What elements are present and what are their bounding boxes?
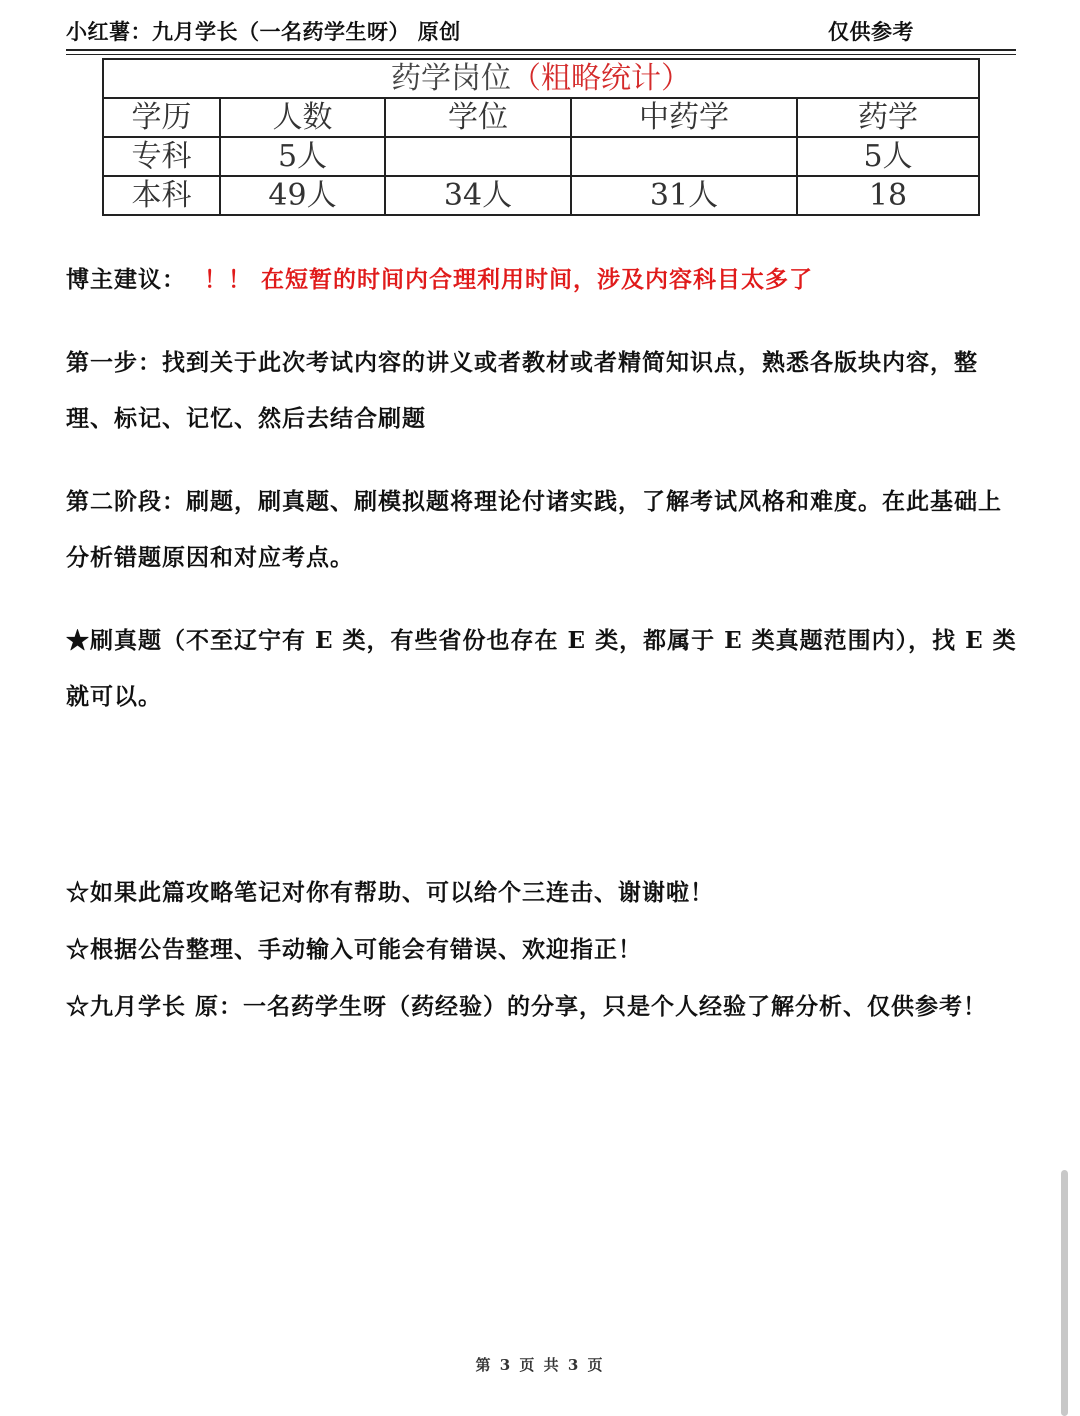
closing-line: ☆根据公告整理、手动输入可能会有错误、欢迎指正！ — [66, 936, 642, 963]
closing-line: ☆九月学长 原：一名药学生呀（药经验）的分享，只是个人经验了解分析、仅供参考！ — [66, 993, 988, 1020]
table-cell — [385, 137, 571, 176]
advice-paragraph — [66, 252, 1018, 308]
table-title-sub: （粗略统计） — [511, 61, 692, 96]
table-row — [103, 176, 979, 215]
table-header-cell: 学位 — [385, 98, 571, 137]
table-cell: 18 — [797, 176, 979, 215]
scrollbar[interactable] — [1061, 1170, 1068, 1416]
table-cell: 34人 — [385, 176, 571, 215]
advice-label: 博主建议： — [66, 266, 186, 293]
header-right-text: 仅供参考 — [828, 20, 914, 44]
table-cell: 5人 — [797, 137, 979, 176]
page-number: 第 3 页 共 3 页 — [475, 1356, 605, 1374]
table-cell: 专科 — [103, 137, 220, 176]
table-cell: 本科 — [103, 176, 220, 215]
header-rule — [66, 49, 1016, 51]
table-title-row — [103, 59, 979, 98]
note-paragraph: ★刷真题（不至辽宁有 E 类，有些省份也存在 E 类，都属于 E 类真题范围内），找 E 类就可以。 — [66, 627, 1017, 710]
table-cell: 49人 — [220, 176, 385, 215]
header-left-text: 小红薯：九月学长（一名药学生呀） 原创 — [66, 20, 461, 44]
table-header-cell: 人数 — [220, 98, 385, 137]
header-rule-thin — [66, 54, 1016, 55]
step2-paragraph: 第二阶段：刷题，刷真题、刷模拟题将理论付诸实践，了解考试风格和难度。在此基础上分析错题原因和对应考点。 — [66, 488, 1002, 571]
table-row — [103, 137, 979, 176]
table-header-cell: 药学 — [797, 98, 979, 137]
advice-text: ！！ 在短暂的时间内合理利用时间，涉及内容科目太多了 — [204, 266, 814, 293]
table-header-cell: 学历 — [103, 98, 220, 137]
closing-line: ☆如果此篇攻略笔记对你有帮助、可以给个三连击、谢谢啦！ — [66, 879, 714, 906]
table-cell — [571, 137, 797, 176]
table-cell: 31人 — [571, 176, 797, 215]
table-cell: 5人 — [220, 137, 385, 176]
step1-paragraph: 第一步：找到关于此次考试内容的讲义或者教材或者精简知识点，熟悉各版块内容，整理、标记、记忆、然后去结合刷题 — [66, 349, 978, 432]
table-header-row — [103, 98, 979, 137]
table-header-cell: 中药学 — [571, 98, 797, 137]
table-title-main: 药学岗位 — [391, 61, 512, 96]
pharmacy-jobs-table — [102, 58, 980, 216]
table-title — [103, 59, 979, 98]
